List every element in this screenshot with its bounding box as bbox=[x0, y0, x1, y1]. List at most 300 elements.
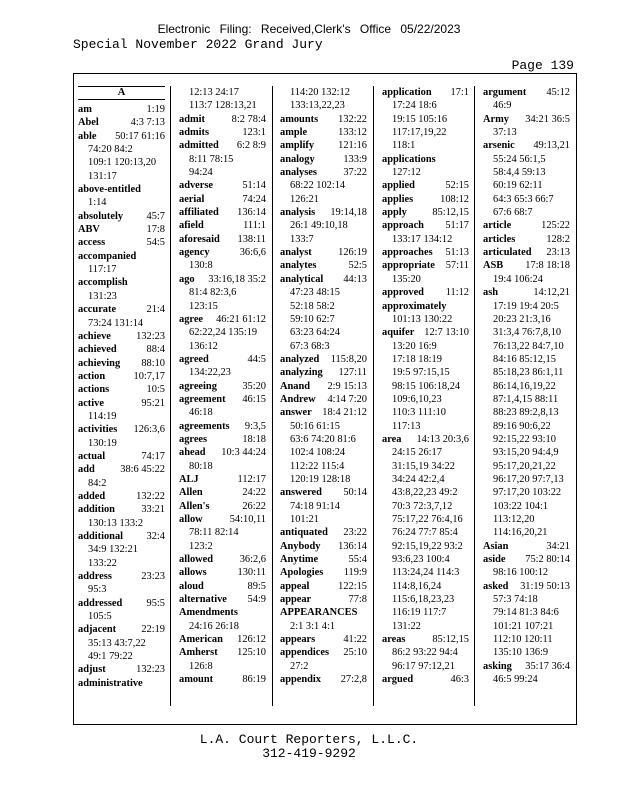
index-continuation-refs: 94:24 bbox=[189, 167, 213, 179]
index-page-refs: 88:10 bbox=[141, 357, 165, 369]
index-continuation-refs: 57:3 74:18 bbox=[493, 594, 538, 606]
index-entry bbox=[78, 663, 165, 676]
index-entry bbox=[280, 580, 367, 593]
index-continuation-refs: 98:16 100:12 bbox=[493, 567, 549, 579]
index-entry bbox=[280, 273, 367, 286]
index-continuation-refs: 117:17,19,22 bbox=[392, 127, 447, 139]
index-page-refs: 27:2,8 bbox=[340, 674, 367, 686]
index-headword: appendix bbox=[280, 674, 322, 686]
index-box bbox=[73, 73, 577, 725]
index-continuation-refs: 95:17,20,21,22 bbox=[493, 460, 556, 472]
index-continuation-refs: 135:10 136:9 bbox=[493, 647, 549, 659]
index-entry bbox=[382, 86, 469, 99]
index-headword: aloud bbox=[179, 580, 204, 592]
index-headword: actual bbox=[78, 450, 106, 462]
index-continuation-refs: 79:14 81:3 84:6 bbox=[493, 607, 559, 619]
index-headword: analytes bbox=[280, 260, 317, 272]
index-entry bbox=[179, 446, 266, 459]
index-entry bbox=[483, 86, 570, 99]
index-page-refs: 89:5 bbox=[247, 580, 266, 592]
index-continuation-refs: 131:23 bbox=[88, 290, 117, 302]
index-entry bbox=[483, 553, 570, 566]
index-continuation-refs: 59:10 62:7 bbox=[290, 313, 335, 325]
index-entry bbox=[78, 490, 165, 503]
index-headword: appeal bbox=[280, 580, 310, 592]
index-headword: allow bbox=[179, 514, 203, 525]
index-headword: able bbox=[78, 130, 97, 142]
index-continuation-refs: 35:13 43:7,22 bbox=[88, 637, 146, 649]
index-headword: asking bbox=[483, 660, 512, 672]
index-page-refs: 45:12 bbox=[546, 87, 570, 98]
index-page-refs: 122:15 bbox=[338, 580, 367, 592]
index-headword: afield bbox=[179, 220, 204, 232]
index-headword: applied bbox=[382, 180, 415, 192]
index-page-refs: 2:9 15:13 bbox=[327, 380, 367, 392]
index-entry bbox=[179, 593, 266, 606]
index-entry bbox=[179, 420, 266, 433]
index-continuation-refs: 19:5 97:15,15 bbox=[392, 367, 450, 379]
index-page-refs: 51:13 bbox=[445, 247, 469, 259]
index-continuation-refs: 58:4,4 59:13 bbox=[493, 167, 546, 179]
index-page-refs: 34:21 36:5 bbox=[525, 113, 570, 125]
index-continuation-refs: 123:15 bbox=[189, 300, 218, 312]
index-entry bbox=[179, 673, 266, 686]
index-entry bbox=[280, 259, 367, 272]
index-headword: access bbox=[78, 237, 106, 249]
index-headword: amplify bbox=[280, 140, 315, 152]
index-continuation-refs: 115:6,18,23,23 bbox=[392, 594, 455, 606]
index-headword: applications bbox=[382, 153, 436, 165]
index-page-refs: 46:15 bbox=[242, 393, 266, 405]
index-page-refs: 54:9 bbox=[247, 594, 266, 606]
index-entry bbox=[78, 130, 165, 143]
index-entry bbox=[179, 193, 266, 206]
index-entry bbox=[280, 380, 367, 393]
index-headword: ALJ bbox=[179, 473, 199, 485]
index-headword: analyzing bbox=[280, 367, 323, 379]
index-entry bbox=[483, 233, 570, 246]
index-headword: answered bbox=[280, 487, 322, 499]
index-headword: actions bbox=[78, 384, 110, 396]
index-entry bbox=[179, 393, 266, 406]
index-entry bbox=[78, 450, 165, 463]
index-continuation-refs: 24:15 26:17 bbox=[392, 447, 442, 459]
index-headword: Anytime bbox=[280, 554, 319, 566]
index-entry bbox=[179, 139, 266, 152]
index-continuation-refs: 85:18,23 86:1,11 bbox=[493, 367, 564, 379]
index-page-refs: 17:8 18:18 bbox=[525, 260, 570, 272]
index-continuation-refs: 46:18 bbox=[189, 407, 213, 419]
index-headword: additional bbox=[78, 531, 124, 542]
index-headword: Amherst bbox=[179, 647, 218, 659]
index-entry bbox=[179, 553, 266, 566]
index-continuation-refs: 24:16 26:18 bbox=[189, 620, 239, 632]
index-headword: agreements bbox=[179, 420, 230, 432]
index-entry bbox=[280, 353, 367, 366]
index-entry bbox=[78, 303, 165, 316]
column-divider bbox=[170, 86, 171, 706]
index-continuation-refs: 19:4 106:24 bbox=[493, 273, 543, 285]
index-headword: addressed bbox=[78, 597, 123, 609]
index-page-refs: 86:19 bbox=[242, 674, 266, 686]
index-continuation-refs: 63:23 64:24 bbox=[290, 327, 340, 339]
index-headword: agency bbox=[179, 247, 210, 259]
index-page-refs: 115:8,20 bbox=[330, 353, 367, 365]
index-continuation-refs: 96:17,20 97:7,13 bbox=[493, 473, 564, 485]
index-page-refs: 23:22 bbox=[343, 527, 367, 539]
index-entry bbox=[382, 179, 469, 192]
index-entry bbox=[280, 206, 367, 219]
index-continuation-refs: 92:15,19,22 93:2 bbox=[392, 540, 463, 552]
index-entry bbox=[179, 219, 266, 232]
index-headword: allows bbox=[179, 567, 207, 579]
index-page-refs: 36:6,6 bbox=[239, 247, 266, 259]
index-page-refs: 132:23 bbox=[136, 664, 165, 676]
index-page-refs: 57:11 bbox=[445, 260, 469, 272]
index-continuation-refs: 126:8 bbox=[189, 660, 213, 672]
index-page-refs: 23:23 bbox=[141, 571, 165, 583]
index-entry bbox=[78, 503, 165, 516]
index-page-refs: 133:12 bbox=[338, 127, 367, 139]
index-continuation-refs: 93:15,20 94:4,9 bbox=[493, 447, 559, 459]
index-page-refs: 23:13 bbox=[546, 247, 570, 259]
index-entry bbox=[179, 353, 266, 366]
index-page-refs: 17:1 bbox=[450, 87, 469, 98]
index-headword: action bbox=[78, 370, 106, 382]
index-entry bbox=[382, 300, 469, 313]
index-continuation-refs: 133:13,22,23 bbox=[290, 100, 345, 112]
index-headword: am bbox=[78, 104, 92, 115]
index-headword: analogy bbox=[280, 153, 315, 165]
index-continuation-refs: 67:6 68:7 bbox=[493, 207, 533, 219]
index-page-refs: 126:3,6 bbox=[133, 424, 165, 436]
index-entry bbox=[179, 433, 266, 446]
index-entry bbox=[78, 276, 165, 289]
index-entry bbox=[179, 246, 266, 259]
index-headword: agreed bbox=[179, 353, 209, 365]
index-continuation-refs: 133:22 bbox=[88, 557, 117, 569]
index-page-refs: 85:12,15 bbox=[432, 634, 469, 646]
index-page-refs: 26:22 bbox=[242, 500, 266, 512]
index-entry bbox=[280, 553, 367, 566]
index-headword: Army bbox=[483, 113, 509, 125]
index-continuation-refs: 131:17 bbox=[88, 170, 117, 182]
index-page-refs: 119:9 bbox=[343, 567, 367, 579]
index-continuation-refs: 75:17,22 76:4,16 bbox=[392, 514, 463, 525]
index-continuation-refs: 27:2 bbox=[290, 660, 309, 672]
index-headword: area bbox=[382, 433, 402, 445]
index-page-refs: 44:5 bbox=[247, 353, 266, 365]
index-page-refs: 74:24 bbox=[242, 193, 266, 205]
index-headword: absolutely bbox=[78, 210, 124, 222]
index-entry bbox=[78, 530, 165, 543]
index-page-refs: 9:3,5 bbox=[244, 420, 266, 432]
index-headword: amounts bbox=[280, 113, 319, 125]
index-page-refs: 45:7 bbox=[146, 210, 165, 222]
index-headword: applies bbox=[382, 193, 414, 205]
index-page-refs: 46:3 bbox=[450, 674, 469, 686]
index-entry bbox=[78, 330, 165, 343]
index-entry bbox=[78, 677, 165, 690]
index-continuation-refs: 76:24 77:7 85:4 bbox=[392, 527, 458, 539]
index-page-refs: 77:8 bbox=[348, 594, 367, 606]
index-continuation-refs: 60:19 62:11 bbox=[493, 180, 543, 192]
index-headword: analyzed bbox=[280, 353, 320, 365]
index-entry bbox=[179, 126, 266, 139]
index-entry bbox=[179, 486, 266, 499]
index-entry bbox=[78, 463, 165, 476]
index-continuation-refs: 114:19 bbox=[88, 410, 117, 422]
index-headword: achieving bbox=[78, 357, 121, 369]
index-headword: appear bbox=[280, 594, 312, 606]
index-page-refs: 88:4 bbox=[146, 344, 165, 356]
index-entry bbox=[78, 383, 165, 396]
index-continuation-refs: 34:9 132:21 bbox=[88, 544, 138, 556]
index-headword: APPEARANCES bbox=[280, 607, 358, 619]
index-entry bbox=[179, 313, 266, 326]
index-headword: analyst bbox=[280, 247, 312, 259]
index-headword: achieved bbox=[78, 344, 117, 356]
index-entry bbox=[382, 219, 469, 232]
index-continuation-refs: 43:8,22,23 49:2 bbox=[392, 487, 458, 499]
index-continuation-refs: 114:16,20,21 bbox=[493, 527, 548, 539]
index-entry bbox=[280, 406, 367, 419]
column-divider bbox=[474, 86, 475, 706]
index-entry bbox=[78, 236, 165, 249]
index-continuation-refs: 133:17 134:12 bbox=[392, 233, 453, 245]
index-headword: adjacent bbox=[78, 624, 117, 636]
index-headword: aside bbox=[483, 554, 506, 566]
index-headword: American bbox=[179, 634, 223, 646]
index-continuation-refs: 103:22 104:1 bbox=[493, 500, 549, 512]
index-continuation-refs: 68:22 102:14 bbox=[290, 180, 346, 192]
index-continuation-refs: 8:11 78:15 bbox=[189, 153, 234, 165]
index-entry bbox=[280, 139, 367, 152]
index-headword: agree bbox=[179, 313, 204, 325]
index-continuation-refs: 46:9 bbox=[493, 100, 512, 112]
index-continuation-refs: 96:17 97:12,21 bbox=[392, 660, 455, 672]
index-headword: analyses bbox=[280, 167, 317, 179]
index-continuation-refs: 130:13 133:2 bbox=[88, 517, 144, 529]
index-continuation-refs: 109:6,10,23 bbox=[392, 393, 442, 405]
index-page-refs: 95:5 bbox=[146, 597, 165, 609]
index-headword: agrees bbox=[179, 433, 208, 445]
index-headword: active bbox=[78, 397, 104, 409]
index-page-refs: 52:5 bbox=[348, 260, 367, 272]
index-continuation-refs: 135:20 bbox=[392, 273, 421, 285]
index-entry bbox=[382, 206, 469, 219]
index-headword: antiquated bbox=[280, 527, 328, 539]
index-continuation-refs: 114:8,16,24 bbox=[392, 580, 442, 592]
column-divider bbox=[272, 86, 273, 706]
index-headword: analytical bbox=[280, 273, 324, 285]
index-page-refs: 37:22 bbox=[343, 167, 367, 179]
index-headword: accurate bbox=[78, 304, 117, 316]
index-headword: accomplish bbox=[78, 277, 128, 289]
index-page-refs: 25:10 bbox=[343, 647, 367, 659]
index-entry bbox=[78, 370, 165, 383]
index-continuation-refs: 101:21 bbox=[290, 514, 319, 525]
index-headword: activities bbox=[78, 424, 118, 436]
index-headword: administrative bbox=[78, 677, 143, 689]
index-continuation-refs: 118:1 bbox=[392, 140, 416, 152]
index-entry bbox=[280, 366, 367, 379]
index-headword: analysis bbox=[280, 207, 316, 219]
index-page-refs: 52:15 bbox=[445, 180, 469, 192]
index-headword: Asian bbox=[483, 540, 509, 552]
index-continuation-refs: 136:12 bbox=[189, 340, 218, 352]
index-page-refs: 31:19 50:13 bbox=[520, 580, 570, 592]
document-title: Special November 2022 Grand Jury bbox=[73, 37, 323, 52]
index-continuation-refs: 113:12,20 bbox=[493, 514, 535, 525]
index-page-refs: 19:14,18 bbox=[330, 207, 367, 219]
index-continuation-refs: 112:10 120:11 bbox=[493, 634, 553, 646]
index-page-refs: 49:13,21 bbox=[533, 140, 570, 152]
index-headword: added bbox=[78, 490, 106, 502]
index-entry bbox=[382, 246, 469, 259]
index-entry bbox=[382, 259, 469, 272]
index-page-refs: 35:20 bbox=[242, 380, 266, 392]
index-headword: ample bbox=[280, 127, 308, 139]
index-headword: above-entitled bbox=[78, 184, 141, 196]
index-page-refs: 35:17 36:4 bbox=[525, 660, 570, 672]
index-continuation-refs: 97:17,20 103:22 bbox=[493, 487, 562, 499]
index-page-refs: 33:21 bbox=[141, 504, 165, 516]
index-page-refs: 24:22 bbox=[242, 487, 266, 499]
index-continuation-refs: 105:5 bbox=[88, 611, 112, 623]
index-headword: Allen bbox=[179, 487, 203, 499]
index-headword: Andrew bbox=[280, 393, 316, 405]
index-headword: aforesaid bbox=[179, 233, 220, 245]
index-continuation-refs: 134:22,23 bbox=[189, 367, 231, 379]
index-headword: agreeing bbox=[179, 380, 217, 392]
index-entry bbox=[280, 246, 367, 259]
index-column-4 bbox=[382, 86, 469, 722]
index-headword: argument bbox=[483, 87, 527, 98]
index-continuation-refs: 87:1,4,15 88:11 bbox=[493, 393, 559, 405]
index-page-refs: 34:21 bbox=[546, 540, 570, 552]
index-headword: accompanied bbox=[78, 250, 137, 262]
index-headword: Amendments bbox=[179, 607, 238, 619]
index-page-refs: 10:3 44:24 bbox=[221, 447, 266, 459]
index-entry bbox=[280, 593, 367, 606]
index-page-refs: 127:11 bbox=[338, 367, 367, 379]
index-continuation-refs: 110:3 111:10 bbox=[392, 407, 446, 419]
index-continuation-refs: 67:3 68:3 bbox=[290, 340, 330, 352]
index-page-refs: 54:10,11 bbox=[229, 514, 266, 525]
index-continuation-refs: 74:18 91:14 bbox=[290, 500, 340, 512]
index-entry bbox=[179, 580, 266, 593]
index-entry bbox=[78, 223, 165, 236]
index-page-refs: 54:5 bbox=[146, 237, 165, 249]
index-headword: Anand bbox=[280, 380, 311, 392]
index-column-2 bbox=[179, 86, 266, 722]
index-headword: articles bbox=[483, 233, 516, 245]
index-page-refs: 132:22 bbox=[136, 490, 165, 502]
index-entry bbox=[280, 646, 367, 659]
index-continuation-refs: 47:23 48:15 bbox=[290, 287, 340, 299]
index-headword: adjust bbox=[78, 664, 106, 676]
index-headword: appears bbox=[280, 634, 316, 646]
index-entry bbox=[483, 246, 570, 259]
index-headword: application bbox=[382, 87, 432, 98]
index-headword: article bbox=[483, 220, 512, 232]
index-page-refs: 22:19 bbox=[141, 624, 165, 636]
index-headword: agreement bbox=[179, 393, 226, 405]
index-page-refs: 18:18 bbox=[242, 433, 266, 445]
index-headword: ash bbox=[483, 287, 499, 299]
index-entry bbox=[280, 566, 367, 579]
index-headword: allowed bbox=[179, 554, 214, 566]
index-continuation-refs: 37:13 bbox=[493, 127, 517, 139]
index-entry bbox=[483, 580, 570, 593]
index-continuation-refs: 126:21 bbox=[290, 193, 319, 205]
index-headword: apply bbox=[382, 207, 407, 219]
index-page-refs: 10:5 bbox=[146, 384, 165, 396]
index-entry bbox=[78, 597, 165, 610]
section-letter-heading: A bbox=[78, 86, 165, 100]
index-continuation-refs: 95:3 bbox=[88, 584, 107, 596]
index-page-refs: 55:4 bbox=[348, 554, 367, 566]
index-continuation-refs: 131:22 bbox=[392, 620, 421, 632]
index-entry bbox=[179, 380, 266, 393]
index-entry bbox=[179, 206, 266, 219]
index-continuation-refs: 86:14,16,19,22 bbox=[493, 380, 556, 392]
index-continuation-refs: 88:23 89:2,8,13 bbox=[493, 407, 559, 419]
index-entry bbox=[280, 166, 367, 179]
index-page-refs: 133:9 bbox=[343, 153, 367, 165]
index-page-refs: 8:2 78:4 bbox=[231, 113, 266, 125]
index-page-refs: 75:2 80:14 bbox=[525, 554, 570, 566]
index-headword: ahead bbox=[179, 447, 206, 459]
index-page-refs: 108:12 bbox=[440, 193, 469, 205]
index-entry bbox=[78, 397, 165, 410]
index-page-refs: 4:14 7:20 bbox=[327, 393, 367, 405]
index-entry bbox=[483, 219, 570, 232]
index-continuation-refs: 123:2 bbox=[189, 540, 213, 552]
index-entry bbox=[382, 326, 469, 339]
index-page-refs: 74:17 bbox=[141, 450, 165, 462]
index-continuation-refs: 17:18 18:19 bbox=[392, 353, 442, 365]
index-entry bbox=[78, 116, 165, 129]
index-continuation-refs: 120:19 128:18 bbox=[290, 473, 351, 485]
index-page-refs: 132:22 bbox=[338, 113, 367, 125]
index-continuation-refs: 130:19 bbox=[88, 437, 117, 449]
index-continuation-refs: 112:22 115:4 bbox=[290, 460, 345, 472]
index-page-refs: 14:12,21 bbox=[533, 287, 570, 299]
index-entry bbox=[179, 233, 266, 246]
index-page-refs: 38:6 45:22 bbox=[120, 464, 165, 476]
index-entry bbox=[280, 673, 367, 686]
index-entry bbox=[78, 357, 165, 370]
index-headword: alternative bbox=[179, 594, 227, 606]
index-headword: approximately bbox=[382, 300, 447, 312]
index-page-refs: 85:12,15 bbox=[432, 207, 469, 219]
index-headword: amount bbox=[179, 674, 214, 686]
index-entry bbox=[179, 633, 266, 646]
index-page-refs: 51:14 bbox=[242, 180, 266, 192]
index-page-refs: 17:8 bbox=[146, 224, 165, 236]
index-entry bbox=[78, 183, 165, 196]
index-page-refs: 123:1 bbox=[242, 127, 266, 139]
index-page-refs: 130:11 bbox=[237, 567, 266, 579]
index-continuation-refs: 52:18 58:2 bbox=[290, 300, 335, 312]
index-continuation-refs: 102:4 108:24 bbox=[290, 447, 346, 459]
index-continuation-refs: 34:24 42:2,4 bbox=[392, 473, 445, 485]
index-page-refs: 132:23 bbox=[136, 330, 165, 342]
index-continuation-refs: 46:5 99:24 bbox=[493, 674, 538, 686]
index-entry bbox=[78, 210, 165, 223]
